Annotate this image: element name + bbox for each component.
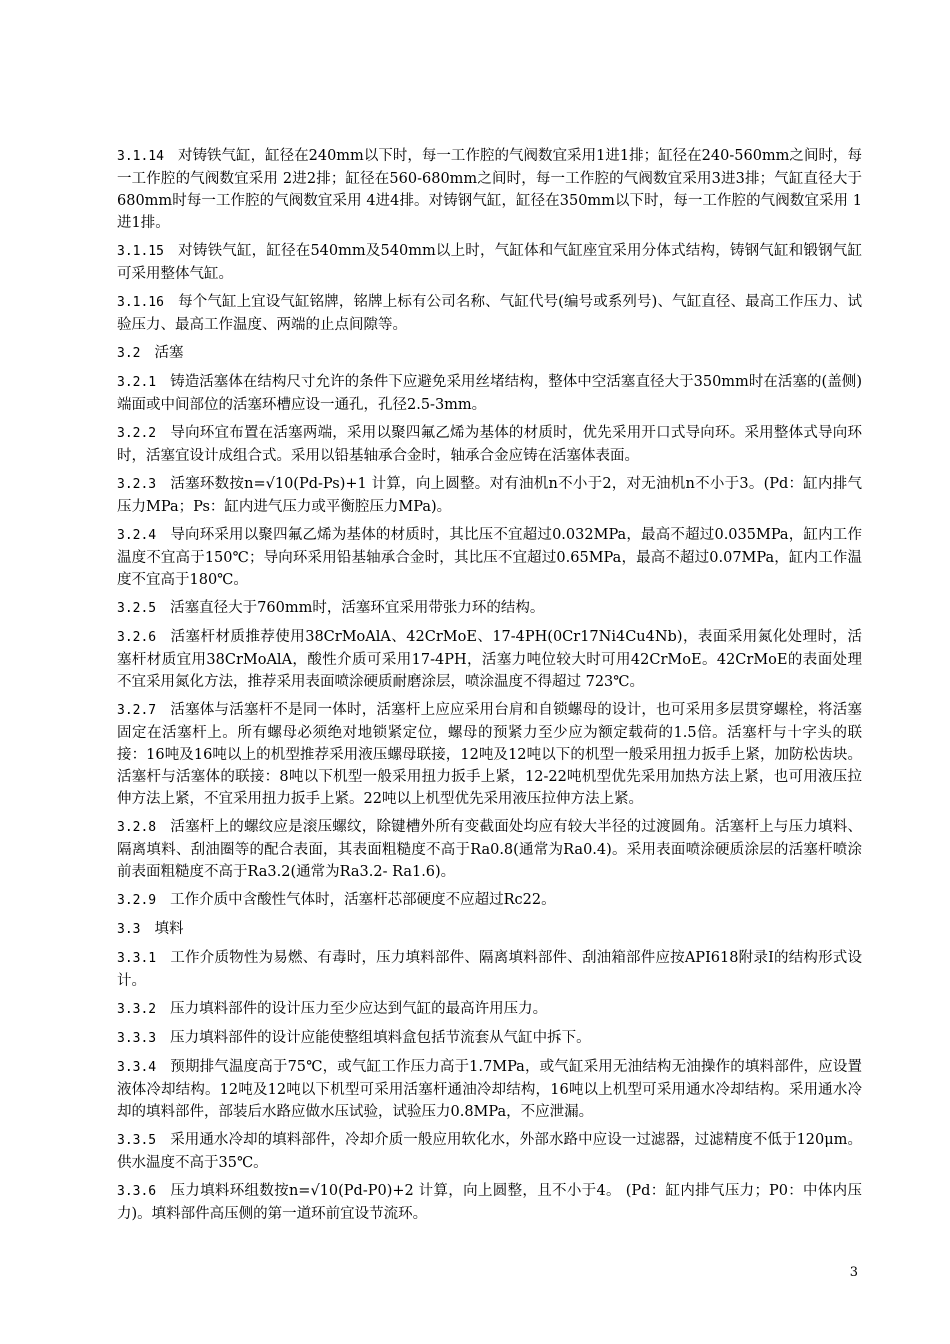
clause-3-3-6 [117, 1180, 862, 1225]
clause-number: 3.1.15 [117, 244, 164, 259]
document-body [117, 145, 862, 1231]
clause-number: 3.3.2 [117, 1002, 157, 1017]
clause-text: 铸造活塞体在结构尺寸允许的条件下应避免采用丝堵结构，整体中空活塞直径大于350mm时在活塞的(盖侧)端面或中间部位的活塞环槽应设一通孔，孔径2.5-3mm。 [117, 374, 862, 413]
clause-text: 压力填料环组数按n=√10(Pd-P0)+2 计算，向上圆整，且不小于4。 (Pd：缸内排气压力；P0：中体内压力)。填料部件高压侧的第一道环前宜设节流环。 [117, 1183, 862, 1222]
clause-3-2-3 [117, 473, 862, 518]
clause-3-3-4 [117, 1056, 862, 1123]
clause-text: 活塞直径大于760mm时，活塞环宜采用带张力环的结构。 [170, 600, 545, 616]
clause-number: 3.3 [117, 922, 141, 937]
page-number: 3 [849, 1265, 858, 1280]
clause-3-3-1 [117, 947, 862, 992]
clause-number: 3.2.8 [117, 820, 157, 835]
heading-text: 填料 [154, 921, 184, 937]
clause-text: 对铸铁气缸，缸径在540mm及540mm以上时，气缸体和气缸座宜采用分体式结构，铸钢气缸和锻钢气缸可采用整体气缸。 [117, 243, 862, 282]
clause-3-2-1 [117, 371, 862, 416]
clause-3-1-14 [117, 145, 862, 234]
clause-3-2-4 [117, 524, 862, 591]
clause-text: 对铸铁气缸，缸径在240mm以下时，每一工作腔的气阀数宜采用1进1排；缸径在240-560mm之间时，每一工作腔的气阀数宜采用 2进2排；缸径在560-680mm之间时，每一工作腔的气阀数宜采用3进3排；气缸直径大于680mm时每一工作腔的气阀数宜采用 4进4排。对铸钢气缸，缸径在350mm以下时，每一工作腔的气阀数宜采用 1进1排。 [117, 148, 862, 231]
clause-number: 3.2.6 [117, 630, 157, 645]
clause-number: 3.2 [117, 346, 141, 361]
clause-text: 采用通水冷却的填料部件，冷却介质一般应用软化水，外部水路中应设一过滤器，过滤精度不低于120μm。供水温度不高于35℃。 [117, 1132, 862, 1171]
clause-text: 压力填料部件的设计压力至少应达到气缸的最高许用压力。 [170, 1001, 548, 1017]
clause-number: 3.2.5 [117, 601, 157, 616]
clause-number: 3.3.3 [117, 1031, 157, 1046]
clause-text: 压力填料部件的设计应能使整组填料盒包括节流套从气缸中拆下。 [170, 1030, 591, 1046]
clause-number: 3.1.14 [117, 149, 164, 164]
clause-number: 3.2.7 [117, 703, 157, 718]
clause-3-2-8 [117, 816, 862, 883]
clause-3-1-16 [117, 291, 862, 336]
clause-number: 3.2.4 [117, 528, 157, 543]
clause-number: 3.3.1 [117, 951, 157, 966]
clause-3-3-5 [117, 1129, 862, 1174]
clause-number: 3.3.6 [117, 1184, 157, 1199]
clause-number: 3.2.3 [117, 477, 157, 492]
clause-text: 工作介质物性为易燃、有毒时，压力填料部件、隔离填料部件、刮油箱部件应按API618附录I的结构形式设计。 [117, 950, 862, 989]
clause-number: 3.3.5 [117, 1133, 157, 1148]
clause-number: 3.2.1 [117, 375, 157, 390]
clause-text: 活塞环数按n=√10(Pd-Ps)+1 计算，向上圆整。对有油机n不小于2，对无油机n不小于3。(Pd：缸内排气压力MPa；Ps：缸内进气压力或平衡腔压力MPa)。 [117, 476, 862, 515]
clause-3-2-7 [117, 699, 862, 810]
clause-3-3-2 [117, 998, 862, 1021]
clause-3-3-3 [117, 1027, 862, 1050]
clause-number: 3.2.2 [117, 426, 157, 441]
section-heading-3-2 [117, 342, 862, 365]
clause-3-1-15 [117, 240, 862, 285]
clause-text: 导向环采用以聚四氟乙烯为基体的材质时，其比压不宜超过0.032MPa，最高不超过0.035MPa，缸内工作温度不宜高于150℃；导向环采用铅基轴承合金时，其比压不宜超过0.65MPa，最高不超过0.07MPa，缸内工作温度不宜高于180℃。 [117, 527, 862, 588]
clause-text: 活塞杆材质推荐使用38CrMoAlA、42CrMoE、17-4PH(0Cr17Ni4Cu4Nb)，表面采用氮化处理时，活塞杆材质宜用38CrMoAlA，酸性介质可采用17-4PH，活塞力吨位较大时可用42CrMoE。42CrMoE的表面处理不宜采用氮化方法，推荐采用表面喷涂硬质耐磨涂层，喷涂温度不得超过 723℃。 [117, 629, 862, 690]
clause-number: 3.2.9 [117, 893, 157, 908]
heading-text: 活塞 [154, 345, 184, 361]
clause-text: 每个气缸上宜设气缸铭牌，铭牌上标有公司名称、气缸代号(编号或系列号)、气缸直径、最高工作压力、试验压力、最高工作温度、两端的止点间隙等。 [117, 294, 862, 333]
clause-3-2-2 [117, 422, 862, 467]
section-heading-3-3 [117, 918, 862, 941]
clause-number: 3.1.16 [117, 295, 164, 310]
clause-text: 活塞杆上的螺纹应是滚压螺纹，除键槽外所有变截面处均应有较大半径的过渡圆角。活塞杆上与压力填料、隔离填料、刮油圈等的配合表面，其表面粗糙度不高于Ra0.8(通常为Ra0.4)。采用表面喷涂硬质涂层的活塞杆喷涂前表面粗糙度不高于Ra3.2(通常为Ra3.2- Ra1.6)。 [117, 819, 862, 880]
clause-text: 预期排气温度高于75℃，或气缸工作压力高于1.7MPa，或气缸采用无油结构无油操作的填料部件，应设置液体冷却结构。12吨及12吨以下机型可采用活塞杆通油冷却结构，16吨以上机型可采用通水冷却结构。采用通水冷却的填料部件，部装后水路应做水压试验，试验压力0.8MPa，不应泄漏。 [117, 1059, 862, 1120]
clause-3-2-6 [117, 626, 862, 693]
clause-3-2-9 [117, 889, 862, 912]
clause-text: 工作介质中含酸性气体时，活塞杆芯部硬度不应超过Rc22。 [170, 892, 556, 908]
clause-text: 导向环宜布置在活塞两端，采用以聚四氟乙烯为基体的材质时，优先采用开口式导向环。采用整体式导向环时，活塞宜设计成组合式。采用以铅基轴承合金时，轴承合金应铸在活塞体表面。 [117, 425, 862, 464]
clause-number: 3.3.4 [117, 1060, 157, 1075]
clause-text: 活塞体与活塞杆不是同一体时，活塞杆上应应采用台肩和自锁螺母的设计，也可采用多层贯穿螺栓，将活塞固定在活塞杆上。所有螺母必须绝对地锁紧定位，螺母的预紧力至少应为额定载荷的1.5倍。活塞杆与十字头的联接：16吨及16吨以上的机型推荐采用液压螺母联接，12吨及12吨以下的机型一般采用扭力扳手上紧，加防松齿块。活塞杆与活塞体的联接：8吨以下机型一般采用扭力扳手上紧，12-22吨机型优先采用加热方法上紧，也可用液压拉伸方法上紧，不宜采用扭力扳手上紧。22吨以上机型优先采用液压拉伸方法上紧。 [117, 702, 862, 807]
clause-3-2-5 [117, 597, 862, 620]
